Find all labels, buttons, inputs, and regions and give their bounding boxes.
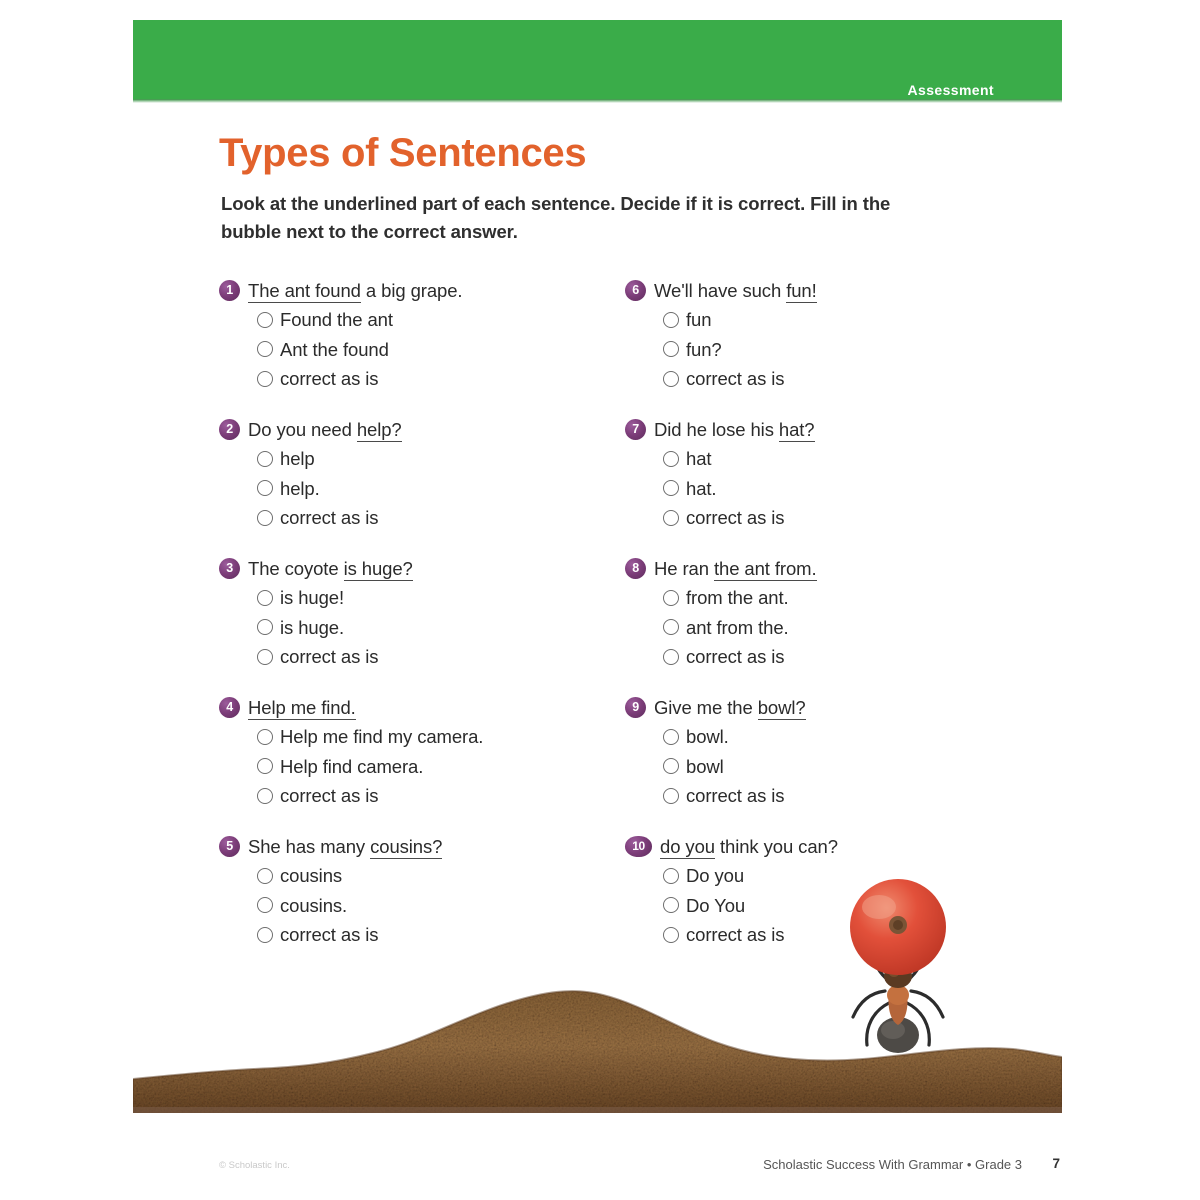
answer-option-label: fun xyxy=(686,309,712,330)
question-item xyxy=(625,417,1025,537)
answer-bubble-icon[interactable] xyxy=(663,649,679,665)
question-number-badge: 2 xyxy=(219,419,240,440)
question-head xyxy=(625,695,1025,720)
answer-bubble-icon[interactable] xyxy=(257,729,273,745)
answer-option[interactable] xyxy=(663,755,1025,778)
answer-bubble-icon[interactable] xyxy=(257,371,273,387)
directions-text: Look at the underlined part of each sentence. Decide if it is correct. Fill in the bubble next to the correct answer. xyxy=(221,193,891,242)
answer-bubble-icon[interactable] xyxy=(663,371,679,387)
answer-bubble-icon[interactable] xyxy=(257,897,273,913)
answer-option-label: Do you xyxy=(686,865,745,886)
answer-options xyxy=(257,864,619,946)
question-text xyxy=(654,417,815,442)
question-text xyxy=(248,278,462,303)
question-text-underlined: the ant from. xyxy=(713,558,817,579)
answer-option[interactable] xyxy=(663,645,1025,668)
answer-option[interactable] xyxy=(257,477,619,500)
question-item xyxy=(219,278,619,398)
answer-option-label: bowl xyxy=(686,755,724,777)
footer-series-title: Scholastic Success With Grammar • Grade 3 xyxy=(763,1157,1022,1172)
answer-option[interactable] xyxy=(663,506,1025,529)
answer-bubble-icon[interactable] xyxy=(257,480,273,496)
question-number-badge: 4 xyxy=(219,697,240,718)
answer-option-label: is huge! xyxy=(280,587,344,608)
question-head xyxy=(625,556,1025,581)
question-text-underlined: The ant found xyxy=(248,280,361,301)
answer-option-label: cousins. xyxy=(280,894,348,916)
question-text-before: The coyote xyxy=(248,558,344,579)
answer-option[interactable] xyxy=(663,338,1025,361)
question-item xyxy=(219,695,619,815)
answer-option[interactable] xyxy=(663,308,1025,331)
question-item xyxy=(219,556,619,676)
answer-option[interactable] xyxy=(663,725,1025,748)
answer-bubble-icon[interactable] xyxy=(663,510,679,526)
answer-options xyxy=(663,864,1025,946)
answer-option[interactable] xyxy=(663,447,1025,470)
question-text-underlined: help? xyxy=(356,419,402,440)
answer-options xyxy=(663,308,1025,390)
question-number-badge: 1 xyxy=(219,280,240,301)
answer-option-label: correct as is xyxy=(686,507,785,528)
answer-bubble-icon[interactable] xyxy=(257,451,273,467)
question-item xyxy=(625,556,1025,676)
question-text-underlined: do you xyxy=(660,836,715,857)
question-text-underlined: bowl? xyxy=(757,697,806,718)
answer-option[interactable] xyxy=(257,923,619,946)
question-text-before: We'll have such xyxy=(654,280,787,301)
answer-options xyxy=(257,725,619,807)
answer-option[interactable] xyxy=(257,308,619,331)
question-text xyxy=(248,695,356,720)
question-number-badge: 10 xyxy=(625,836,652,857)
answer-bubble-icon[interactable] xyxy=(257,312,273,328)
answer-option-label: bowl. xyxy=(686,726,729,747)
dirt-mound-image xyxy=(133,983,1062,1113)
answer-bubble-icon[interactable] xyxy=(663,788,679,804)
answer-option[interactable] xyxy=(663,864,1025,887)
question-text xyxy=(654,695,806,720)
answer-option-label: correct as is xyxy=(686,646,785,667)
page-title: Types of Sentences xyxy=(219,131,587,175)
answer-option-label: correct as is xyxy=(686,924,785,945)
question-item xyxy=(625,695,1025,815)
answer-option[interactable] xyxy=(257,894,619,917)
question-head xyxy=(625,417,1025,442)
question-text-before: Did he lose his xyxy=(654,419,779,440)
question-text-after: a big grape. xyxy=(360,280,463,301)
answer-option[interactable] xyxy=(663,894,1025,917)
answer-bubble-icon[interactable] xyxy=(257,649,273,665)
answer-option[interactable] xyxy=(663,923,1025,946)
answer-bubble-icon[interactable] xyxy=(257,619,273,635)
answer-option[interactable] xyxy=(257,586,619,609)
answer-bubble-icon[interactable] xyxy=(663,868,679,884)
answer-option-label: hat xyxy=(686,448,712,469)
question-text-underlined: is huge? xyxy=(343,558,413,579)
answer-option[interactable] xyxy=(663,367,1025,390)
answer-option[interactable] xyxy=(257,338,619,361)
answer-options xyxy=(663,725,1025,807)
question-text xyxy=(654,278,817,303)
answer-option[interactable] xyxy=(663,586,1025,609)
question-number-badge: 9 xyxy=(625,697,646,718)
answer-options xyxy=(257,586,619,668)
answer-option-label: correct as is xyxy=(280,646,379,667)
question-text-before: Give me the xyxy=(654,697,758,718)
question-text xyxy=(660,834,838,859)
question-head xyxy=(219,417,619,442)
answer-bubble-icon[interactable] xyxy=(257,590,273,606)
answer-option-label: Help find camera. xyxy=(280,755,424,777)
question-text-underlined: hat? xyxy=(778,419,815,440)
question-head xyxy=(219,556,619,581)
answer-option-label: correct as is xyxy=(280,507,379,528)
question-text-underlined: cousins? xyxy=(370,836,443,857)
header-bar xyxy=(133,20,1062,99)
question-number-badge: 7 xyxy=(625,419,646,440)
answer-options xyxy=(663,586,1025,668)
question-column-left xyxy=(219,278,619,973)
answer-option[interactable] xyxy=(257,755,619,778)
answer-bubble-icon[interactable] xyxy=(663,927,679,943)
answer-option-label: correct as is xyxy=(686,368,785,389)
answer-option-label: hat. xyxy=(686,477,717,499)
answer-options xyxy=(257,308,619,390)
answer-bubble-icon[interactable] xyxy=(663,480,679,496)
answer-option[interactable] xyxy=(257,506,619,529)
question-item xyxy=(219,834,619,954)
answer-option-label: cousins xyxy=(280,865,343,886)
answer-option[interactable] xyxy=(257,367,619,390)
answer-option[interactable] xyxy=(663,616,1025,639)
answer-option[interactable] xyxy=(257,864,619,887)
answer-option-label: Found the ant xyxy=(280,309,393,330)
question-text-before: She has many xyxy=(248,836,371,857)
answer-option-label: from the ant. xyxy=(686,587,789,608)
answer-bubble-icon[interactable] xyxy=(257,341,273,357)
answer-option-label: Ant the found xyxy=(280,338,389,360)
question-text-before: Do you need xyxy=(248,419,357,440)
question-number-badge: 8 xyxy=(625,558,646,579)
answer-option-label: Help me find my camera. xyxy=(280,726,484,747)
question-text xyxy=(248,417,402,442)
answer-option-label: help. xyxy=(280,477,320,499)
question-item xyxy=(625,834,1025,954)
answer-bubble-icon[interactable] xyxy=(663,619,679,635)
answer-option[interactable] xyxy=(663,477,1025,500)
question-head xyxy=(219,695,619,720)
answer-bubble-icon[interactable] xyxy=(257,868,273,884)
answer-option-label: Do You xyxy=(686,894,746,916)
question-text-before: He ran xyxy=(654,558,714,579)
question-number-badge: 3 xyxy=(219,558,240,579)
question-text xyxy=(654,556,817,581)
question-text-underlined: Help me find. xyxy=(248,697,356,718)
answer-bubble-icon[interactable] xyxy=(663,451,679,467)
answer-option[interactable] xyxy=(257,447,619,470)
question-text xyxy=(248,556,413,581)
question-head xyxy=(625,834,1025,859)
answer-bubble-icon[interactable] xyxy=(663,729,679,745)
answer-bubble-icon[interactable] xyxy=(257,510,273,526)
footer-page-number: 7 xyxy=(1052,1156,1060,1171)
answer-options xyxy=(663,447,1025,529)
answer-option-label: correct as is xyxy=(280,924,379,945)
footer-copyright: © Scholastic Inc. xyxy=(219,1160,290,1171)
assessment-label: Assessment xyxy=(907,82,994,98)
question-text xyxy=(248,834,442,859)
answer-option[interactable] xyxy=(663,784,1025,807)
answer-bubble-icon[interactable] xyxy=(663,312,679,328)
answer-option-label: help xyxy=(280,448,315,469)
answer-bubble-icon[interactable] xyxy=(663,897,679,913)
answer-options xyxy=(257,447,619,529)
answer-option-label: correct as is xyxy=(280,785,379,806)
answer-option-label: correct as is xyxy=(280,368,379,389)
answer-option-label: fun? xyxy=(686,338,722,360)
answer-option[interactable] xyxy=(257,616,619,639)
answer-option-label: correct as is xyxy=(686,785,785,806)
question-column-right xyxy=(625,278,1025,973)
question-head xyxy=(219,278,619,303)
answer-option-label: ant from the. xyxy=(686,616,789,638)
answer-bubble-icon[interactable] xyxy=(663,341,679,357)
answer-option[interactable] xyxy=(257,725,619,748)
question-head xyxy=(219,834,619,859)
question-head xyxy=(625,278,1025,303)
answer-option-label: is huge. xyxy=(280,616,344,638)
answer-bubble-icon[interactable] xyxy=(257,927,273,943)
question-number-badge: 6 xyxy=(625,280,646,301)
answer-bubble-icon[interactable] xyxy=(663,590,679,606)
question-text-underlined: fun! xyxy=(786,280,817,301)
question-text-after: think you can? xyxy=(714,836,838,857)
answer-option[interactable] xyxy=(257,645,619,668)
answer-bubble-icon[interactable] xyxy=(257,788,273,804)
answer-bubble-icon[interactable] xyxy=(663,758,679,774)
answer-option[interactable] xyxy=(257,784,619,807)
question-item xyxy=(219,417,619,537)
question-item xyxy=(625,278,1025,398)
answer-bubble-icon[interactable] xyxy=(257,758,273,774)
question-number-badge: 5 xyxy=(219,836,240,857)
